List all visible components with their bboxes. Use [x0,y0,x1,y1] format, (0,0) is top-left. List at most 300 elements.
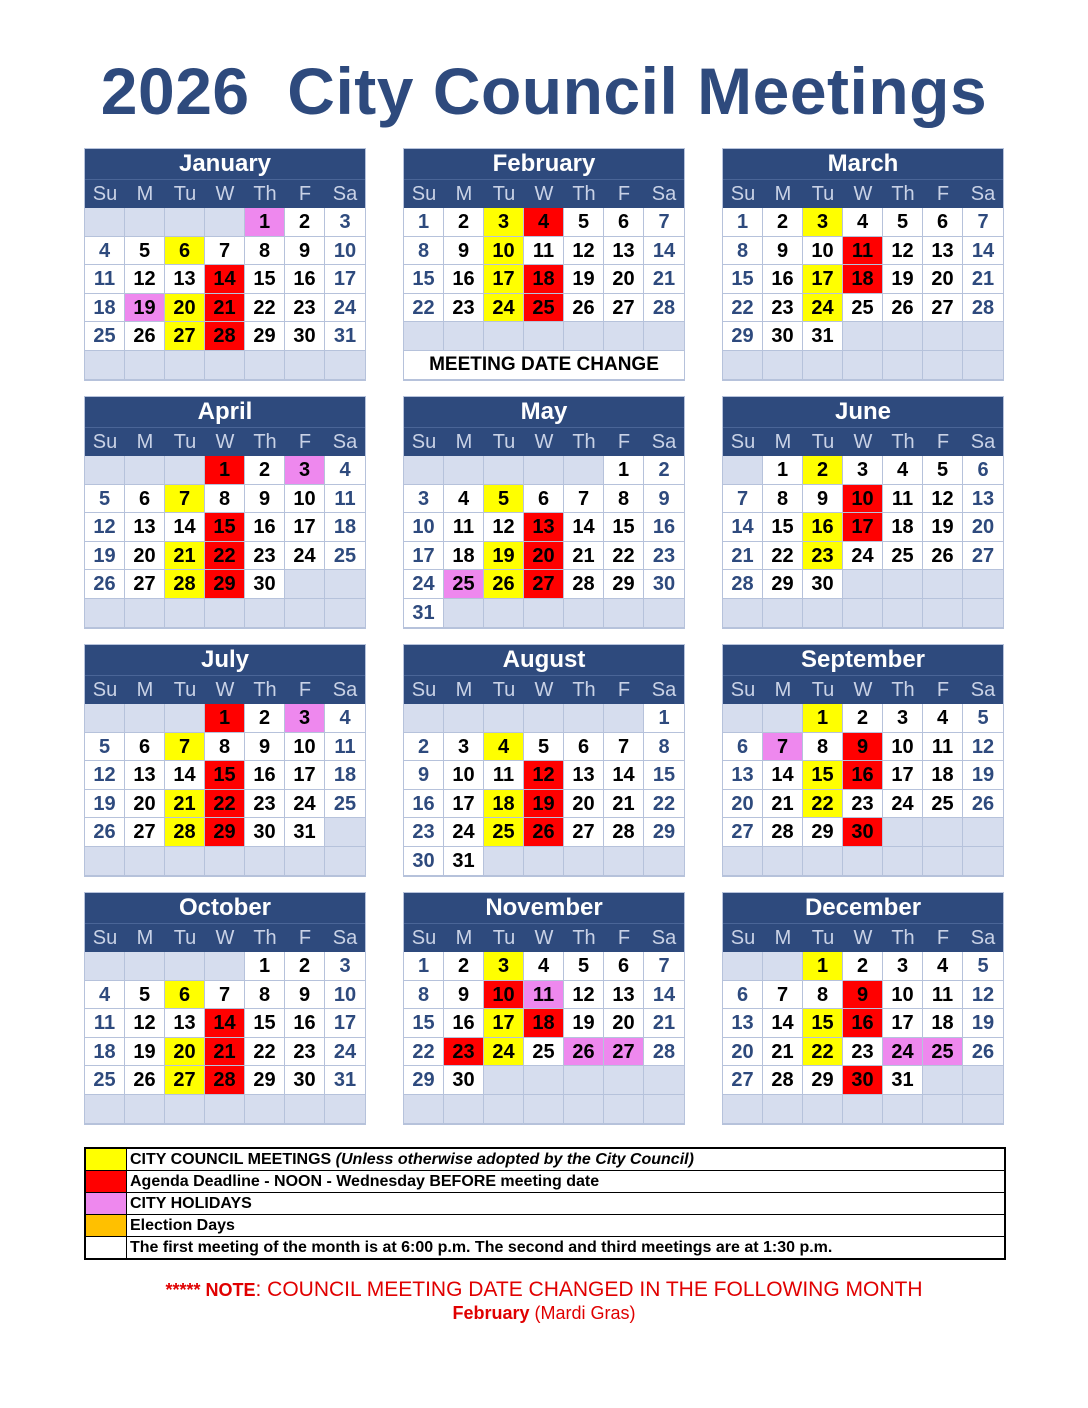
empty-cell [883,847,923,876]
weekday-label: M [136,183,154,205]
empty-cell [285,599,325,628]
footer-month: February [452,1303,530,1323]
weekday-label: Su [730,679,756,701]
weekday-label: Th [572,679,596,701]
empty-cell [644,847,684,876]
day-cell: 17 [484,1009,524,1038]
day-cell: 25 [923,790,963,819]
weekday-label: F [298,927,312,949]
day-cell: 26 [963,790,1003,819]
day-cell: 2 [404,733,444,762]
weekday-label: Tu [811,431,835,453]
day-cell: 28 [604,818,644,847]
day-cell: 28 [644,1038,684,1067]
day-cell: 11 [325,485,365,514]
day-cell: 1 [205,456,245,485]
day-cell: 24 [883,1038,923,1067]
day-grid [85,952,365,1124]
day-cell: 6 [564,733,604,762]
day-cell: 3 [843,456,883,485]
day-cell: 8 [644,733,684,762]
weekday-label: F [936,927,950,949]
legend-label: CITY COUNCIL MEETINGS [130,1151,336,1168]
legend-label: Election Days [130,1217,235,1234]
empty-cell [125,704,165,733]
day-cell: 14 [723,513,763,542]
day-cell: 27 [604,1038,644,1067]
day-cell: 23 [843,1038,883,1067]
day-cell: 24 [843,542,883,571]
month-august [403,644,685,877]
month-july [84,644,366,877]
day-cell: 4 [85,237,125,266]
month-name: April [85,397,365,427]
day-cell: 23 [843,790,883,819]
empty-cell [285,351,325,380]
weekday-label: F [617,183,631,205]
empty-cell [963,1066,1003,1095]
empty-cell [325,599,365,628]
month-november [403,892,685,1125]
weekday-header [404,179,684,208]
empty-cell [564,847,604,876]
weekday-label: M [774,679,792,701]
empty-cell [963,322,1003,351]
day-cell: 19 [484,542,524,571]
day-cell: 24 [803,294,843,323]
empty-cell [245,351,285,380]
weekday-header [404,427,684,456]
day-cell: 15 [604,513,644,542]
day-cell: 13 [604,981,644,1010]
weekday-label: M [136,679,154,701]
empty-cell [205,599,245,628]
empty-cell [723,704,763,733]
day-cell: 7 [644,952,684,981]
day-cell: 21 [644,265,684,294]
empty-cell [604,322,644,351]
empty-cell [404,456,444,485]
day-cell: 28 [763,818,803,847]
day-cell: 1 [404,208,444,237]
day-cell: 3 [484,208,524,237]
day-cell: 10 [484,981,524,1010]
day-cell: 26 [125,322,165,351]
day-cell: 28 [165,818,205,847]
empty-cell [883,351,923,380]
day-cell: 10 [285,733,325,762]
day-cell: 6 [963,456,1003,485]
day-cell: 11 [883,485,923,514]
day-cell: 25 [85,322,125,351]
month-name: September [723,645,1003,675]
empty-cell [644,599,684,628]
day-cell: 11 [923,981,963,1010]
day-cell: 15 [763,513,803,542]
day-cell: 2 [803,456,843,485]
day-cell: 25 [85,1066,125,1095]
empty-cell [883,818,923,847]
day-cell: 9 [245,485,285,514]
empty-cell [923,818,963,847]
empty-cell [165,704,205,733]
day-cell: 21 [205,1038,245,1067]
day-cell: 15 [404,265,444,294]
empty-cell [843,322,883,351]
day-cell: 29 [404,1066,444,1095]
empty-cell [245,1095,285,1124]
weekday-label: W [215,183,235,205]
day-cell: 5 [125,981,165,1010]
weekday-label: M [136,927,154,949]
day-cell: 23 [444,1038,484,1067]
legend-row [86,1193,1004,1215]
empty-cell [963,351,1003,380]
weekday-label: Sa [651,431,677,453]
weekday-label: Th [891,431,915,453]
weekday-label: Th [891,927,915,949]
day-cell: 19 [923,513,963,542]
day-cell: 21 [604,790,644,819]
day-cell: 5 [564,208,604,237]
day-cell: 3 [883,704,923,733]
day-grid [723,952,1003,1124]
weekday-label: Sa [970,927,996,949]
empty-cell [564,1066,604,1095]
day-cell: 23 [404,818,444,847]
day-cell: 21 [763,1038,803,1067]
weekday-label: F [617,679,631,701]
empty-cell [245,599,285,628]
day-cell: 28 [564,570,604,599]
day-cell: 6 [165,237,205,266]
legend-swatch [86,1171,127,1192]
weekday-label: Tu [173,431,197,453]
day-cell: 18 [883,513,923,542]
weekday-label: Th [572,431,596,453]
empty-cell [604,704,644,733]
day-cell: 19 [85,790,125,819]
day-cell: 8 [205,485,245,514]
empty-cell [125,1095,165,1124]
day-cell: 24 [285,790,325,819]
day-cell: 20 [125,790,165,819]
day-cell: 26 [125,1066,165,1095]
footer-note-text: : COUNCIL MEETING DATE CHANGED IN THE FOLLOWING MONTH [255,1278,923,1301]
day-cell: 20 [723,790,763,819]
day-cell: 8 [205,733,245,762]
weekday-label: Tu [811,679,835,701]
weekday-label: Su [730,183,756,205]
weekday-label: M [774,183,792,205]
day-cell: 22 [245,294,285,323]
day-cell: 4 [444,485,484,514]
day-cell: 28 [165,570,205,599]
weekday-label: M [455,183,473,205]
day-cell: 9 [763,237,803,266]
day-grid [404,208,684,380]
day-cell: 8 [245,237,285,266]
day-grid [85,208,365,380]
empty-cell [444,704,484,733]
empty-cell [404,1095,444,1124]
day-cell: 22 [205,542,245,571]
day-cell: 11 [444,513,484,542]
day-cell: 17 [285,761,325,790]
day-cell: 5 [923,456,963,485]
legend-swatch [86,1149,127,1170]
day-cell: 4 [325,456,365,485]
day-cell: 16 [843,761,883,790]
weekday-label: W [853,679,873,701]
month-name: August [404,645,684,675]
weekday-label: Sa [332,183,358,205]
day-cell: 9 [404,761,444,790]
weekday-label: W [853,927,873,949]
day-cell: 20 [923,265,963,294]
empty-cell [723,847,763,876]
day-cell: 27 [963,542,1003,571]
empty-cell [444,599,484,628]
empty-cell [843,599,883,628]
day-cell: 25 [484,818,524,847]
empty-cell [524,1095,564,1124]
day-cell: 14 [644,981,684,1010]
empty-cell [165,351,205,380]
day-cell: 17 [404,542,444,571]
day-cell: 12 [125,265,165,294]
month-name: July [85,645,365,675]
empty-cell [963,599,1003,628]
weekday-label: Tu [492,927,516,949]
day-cell: 20 [963,513,1003,542]
day-cell: 29 [723,322,763,351]
day-cell: 31 [444,847,484,876]
empty-cell [524,599,564,628]
empty-cell [85,351,125,380]
day-cell: 26 [923,542,963,571]
day-cell: 7 [763,981,803,1010]
day-cell: 25 [524,1038,564,1067]
day-cell: 17 [444,790,484,819]
month-october [84,892,366,1125]
weekday-label: Sa [651,183,677,205]
empty-cell [883,1095,923,1124]
month-name: December [723,893,1003,923]
day-cell: 29 [245,322,285,351]
legend [84,1147,1006,1260]
day-cell: 23 [803,542,843,571]
day-cell: 17 [803,265,843,294]
legend-row [86,1149,1004,1171]
legend-row [86,1215,1004,1237]
day-cell: 5 [963,952,1003,981]
legend-swatch [86,1193,127,1214]
day-cell: 15 [803,1009,843,1038]
weekday-label: M [774,927,792,949]
legend-label: CITY HOLIDAYS [130,1195,252,1212]
month-name: May [404,397,684,427]
empty-cell [125,208,165,237]
empty-cell [165,456,205,485]
page-title: 2026 City Council Meetings [100,54,988,128]
weekday-label: W [215,431,235,453]
weekday-label: Th [572,183,596,205]
day-cell: 4 [325,704,365,733]
day-cell: 14 [205,265,245,294]
day-cell: 22 [404,1038,444,1067]
day-cell: 2 [245,704,285,733]
weekday-label: Su [92,679,118,701]
weekday-label: F [936,679,950,701]
empty-cell [285,847,325,876]
day-cell: 27 [604,294,644,323]
day-cell: 13 [923,237,963,266]
empty-cell [564,322,604,351]
day-cell: 29 [245,1066,285,1095]
weekday-label: Tu [811,183,835,205]
empty-cell [85,952,125,981]
day-cell: 28 [205,1066,245,1095]
day-cell: 3 [325,208,365,237]
day-cell: 18 [325,513,365,542]
weekday-label: Su [730,431,756,453]
day-cell: 1 [644,704,684,733]
day-cell: 10 [285,485,325,514]
day-cell: 2 [843,704,883,733]
empty-cell [883,570,923,599]
legend-text [127,1171,599,1192]
empty-cell [963,1095,1003,1124]
legend-row [86,1171,1004,1193]
day-cell: 28 [963,294,1003,323]
day-cell: 18 [524,265,564,294]
weekday-label: Sa [970,679,996,701]
empty-cell [85,599,125,628]
month-name: October [85,893,365,923]
empty-cell [125,599,165,628]
day-cell: 6 [723,981,763,1010]
day-cell: 28 [644,294,684,323]
day-cell: 18 [85,1038,125,1067]
day-cell: 16 [644,513,684,542]
day-cell: 26 [524,818,564,847]
day-cell: 1 [205,704,245,733]
day-cell: 16 [404,790,444,819]
day-cell: 28 [723,570,763,599]
day-cell: 2 [644,456,684,485]
weekday-label: Su [92,431,118,453]
weekday-label: Sa [970,183,996,205]
day-cell: 17 [484,265,524,294]
empty-cell [205,847,245,876]
empty-cell [524,704,564,733]
day-cell: 18 [843,265,883,294]
empty-cell [325,351,365,380]
empty-cell [484,1095,524,1124]
weekday-label: F [298,679,312,701]
day-cell: 23 [763,294,803,323]
day-cell: 14 [165,513,205,542]
day-cell: 2 [444,952,484,981]
day-cell: 13 [564,761,604,790]
empty-cell [524,322,564,351]
weekday-label: Sa [332,431,358,453]
day-cell: 21 [165,790,205,819]
day-cell: 15 [245,265,285,294]
day-cell: 10 [883,981,923,1010]
day-cell: 17 [883,1009,923,1038]
empty-cell [524,847,564,876]
day-cell: 30 [245,570,285,599]
day-cell: 6 [165,981,205,1010]
empty-cell [444,1095,484,1124]
footer-note [0,1277,1088,1303]
empty-cell [843,351,883,380]
day-cell: 14 [604,761,644,790]
day-cell: 14 [763,761,803,790]
empty-cell [444,322,484,351]
day-cell: 25 [524,294,564,323]
weekday-label: Th [253,927,277,949]
weekday-label: Tu [173,927,197,949]
day-cell: 13 [604,237,644,266]
day-cell: 24 [404,570,444,599]
day-cell: 9 [285,981,325,1010]
month-name: January [85,149,365,179]
weekday-label: M [774,431,792,453]
day-cell: 4 [843,208,883,237]
empty-cell [803,599,843,628]
day-cell: 12 [923,485,963,514]
day-cell: 11 [85,265,125,294]
empty-cell [484,1066,524,1095]
day-cell: 13 [125,513,165,542]
empty-cell [723,952,763,981]
day-cell: 25 [883,542,923,571]
day-cell: 19 [125,294,165,323]
day-cell: 16 [444,1009,484,1038]
day-cell: 7 [763,733,803,762]
day-cell: 27 [165,1066,205,1095]
empty-cell [803,847,843,876]
day-cell: 3 [285,704,325,733]
day-cell: 23 [644,542,684,571]
day-cell: 31 [325,322,365,351]
day-cell: 1 [723,208,763,237]
empty-cell [923,1066,963,1095]
empty-cell [484,704,524,733]
weekday-label: Su [411,927,437,949]
empty-cell [843,570,883,599]
empty-cell [923,599,963,628]
day-cell: 8 [803,733,843,762]
day-cell: 30 [644,570,684,599]
weekday-label: Sa [332,679,358,701]
day-cell: 29 [205,818,245,847]
day-cell: 4 [524,952,564,981]
weekday-label: Th [891,183,915,205]
empty-cell [444,456,484,485]
empty-cell [245,847,285,876]
day-cell: 25 [444,570,484,599]
day-cell: 24 [325,294,365,323]
legend-text [127,1193,252,1214]
weekday-label: Tu [492,679,516,701]
day-cell: 27 [125,570,165,599]
day-cell: 17 [325,1009,365,1038]
day-cell: 29 [205,570,245,599]
